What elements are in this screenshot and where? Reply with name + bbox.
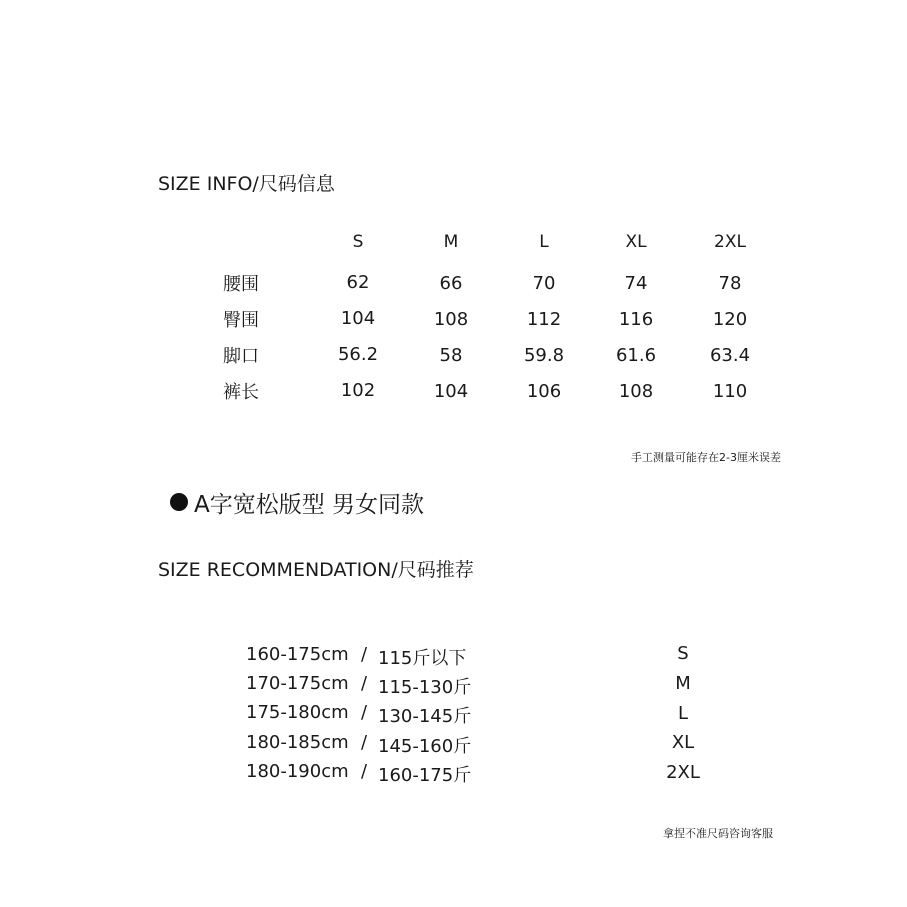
table-cell: 56.2	[337, 344, 379, 365]
fit-description	[170, 486, 424, 519]
rec-weight: 160-175斤	[378, 765, 472, 786]
rec-separator: /	[361, 644, 368, 665]
table-cell: 120	[712, 309, 748, 330]
table-cell: 62	[346, 272, 370, 293]
table-cell: 104	[433, 381, 469, 402]
bullet-icon	[170, 493, 188, 511]
table-cell: 78	[718, 273, 742, 294]
table-cell: 59.8	[523, 345, 565, 366]
table-cell: 102	[340, 380, 376, 401]
table-cell: 104	[340, 308, 376, 329]
table-cell: 66	[439, 273, 463, 294]
table-cell: 110	[712, 381, 748, 402]
table-cell: 116	[618, 309, 654, 330]
fit-text: A字宽松版型 男女同款	[194, 492, 425, 518]
rec-separator: /	[361, 732, 368, 753]
rec-weight: 115-130斤	[378, 677, 472, 698]
rec-height: 180-190cm	[246, 761, 349, 782]
column-header-l: L	[539, 232, 549, 252]
measurement-note: 手工测量可能存在2-3厘米误差	[631, 451, 781, 464]
column-header-m: M	[443, 232, 459, 252]
rec-separator: /	[361, 761, 368, 782]
rec-weight: 115斤以下	[378, 648, 467, 669]
rec-size: L	[677, 703, 689, 724]
rec-height: 160-175cm	[246, 644, 349, 665]
table-cell: 61.6	[615, 345, 657, 366]
size-recommendation-title: SIZE RECOMMENDATION/尺码推荐	[158, 559, 474, 581]
rec-separator: /	[361, 702, 368, 723]
rec-size: M	[675, 673, 691, 694]
rec-size: XL	[671, 732, 695, 753]
consult-note: 拿捏不准尺码咨询客服	[663, 827, 773, 840]
rec-weight: 145-160斤	[378, 736, 472, 757]
table-cell: 70	[532, 273, 556, 294]
table-cell: 63.4	[709, 345, 751, 366]
rec-height: 170-175cm	[246, 673, 349, 694]
row-label-leg-opening: 脚口	[223, 346, 259, 367]
size-info-title: SIZE INFO/尺码信息	[158, 173, 335, 195]
row-label-hip: 臀围	[223, 310, 259, 331]
table-cell: 108	[618, 381, 654, 402]
table-cell: 108	[433, 309, 469, 330]
rec-height: 175-180cm	[246, 702, 349, 723]
column-header-2xl: 2XL	[714, 232, 746, 252]
rec-size: S	[677, 643, 689, 664]
rec-weight: 130-145斤	[378, 706, 472, 727]
column-header-s: S	[352, 232, 364, 252]
row-label-waist: 腰围	[223, 274, 259, 295]
rec-separator: /	[361, 673, 368, 694]
table-cell: 106	[526, 381, 562, 402]
table-cell: 74	[624, 273, 648, 294]
row-label-length: 裤长	[223, 382, 259, 403]
table-cell: 58	[439, 345, 463, 366]
rec-size: 2XL	[666, 762, 700, 783]
column-header-xl: XL	[625, 232, 647, 252]
table-cell: 112	[526, 309, 562, 330]
rec-height: 180-185cm	[246, 732, 349, 753]
